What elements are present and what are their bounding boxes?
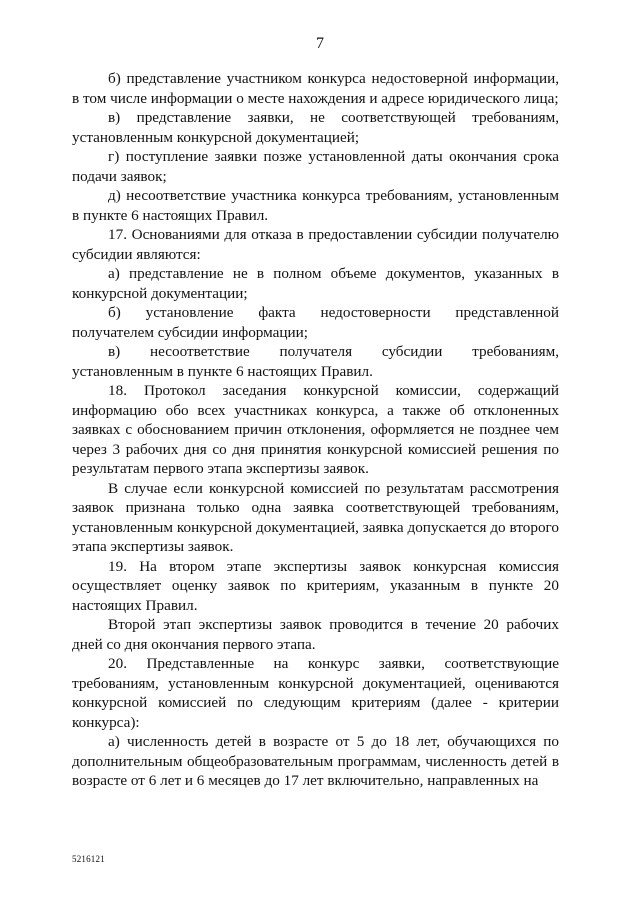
page-number: 7 <box>316 35 324 52</box>
paragraph-17b: б) установление факта недостоверности представленной получателем субсидии информации; <box>72 304 559 341</box>
document-code: 5216121 <box>72 854 105 864</box>
paragraph-18: 18. Протокол заседания конкурсной комиссии, содержащий информацию обо всех участниках конкурса, а также об отклоненных заявках с обоснованием причин отклонения, оформляется не позднее чем через 3 рабочих дня со дня принятия конкурсной комиссией решения по результатам первого этапа экспертизы заявок. <box>72 382 559 477</box>
paragraph-17a: а) представление не в полном объеме документов, указанных в конкурсной документации; <box>72 265 559 302</box>
paragraph-16b: б) представление участником конкурса недостоверной информации, в том числе информации о месте нахождения и адресе юридического лица; <box>72 70 559 107</box>
paragraph-20: 20. Представленные на конкурс заявки, соответствующие требованиям, установленным конкурсной документацией, оцениваются конкурсной комиссией по следующим критериям (далее - критерии конкурса): <box>72 655 559 731</box>
paragraph-18-single-bid: В случае если конкурсной комиссией по результатам рассмотрения заявок признана только одна заявка соответствующей требованиям, установленным конкурсной документацией, заявка допускается до второго этапа экспертизы заявок. <box>72 479 559 555</box>
paragraph-17v: в) несоответствие получателя субсидии требованиям, установленным в пункте 6 настоящих Правил. <box>72 343 559 380</box>
paragraph-16d: д) несоответствие участника конкурса требованиям, установленным в пункте 6 настоящих Правил. <box>72 187 559 224</box>
document-body <box>72 69 559 791</box>
paragraph-17: 17. Основаниями для отказа в предоставлении субсидии получателю субсидии являются: <box>72 226 559 263</box>
paragraph-16g: г) поступление заявки позже установленной даты окончания срока подачи заявок; <box>72 148 559 185</box>
paragraph-19-second-stage: Второй этап экспертизы заявок проводится в течение 20 рабочих дней со дня окончания первого этапа. <box>72 616 559 653</box>
paragraph-16v: в) представление заявки, не соответствующей требованиям, установленным конкурсной документацией; <box>72 109 559 146</box>
paragraph-19: 19. На втором этапе экспертизы заявок конкурсная комиссия осуществляет оценку заявок по критериям, указанным в пункте 20 настоящих Правил. <box>72 557 559 614</box>
paragraph-20a: а) численность детей в возрасте от 5 до 18 лет, обучающихся по дополнительным общеобразовательным программам, численность детей в возрасте от 6 лет и 6 месяцев до 17 лет включительно, направленных на <box>72 733 559 789</box>
